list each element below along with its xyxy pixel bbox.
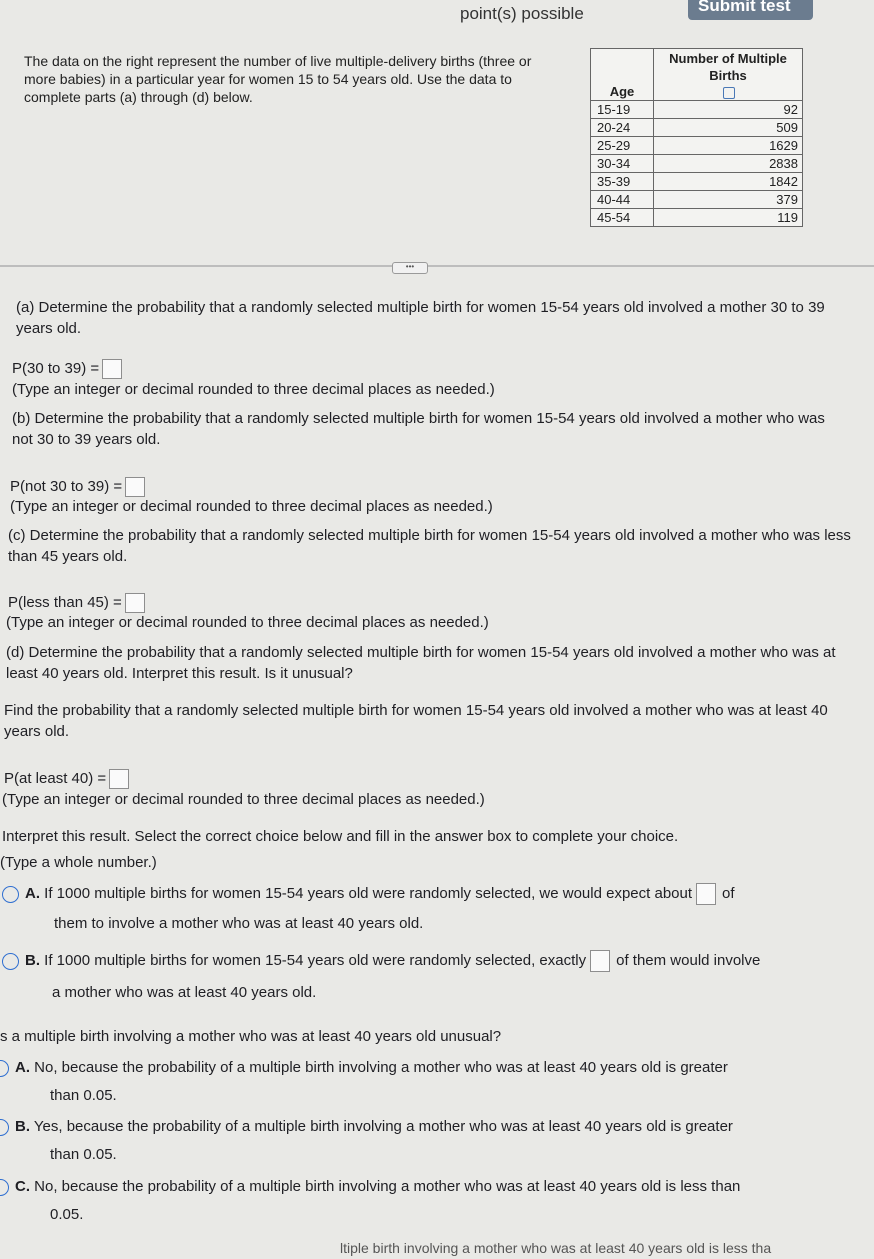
radio-icon[interactable] xyxy=(0,1179,9,1196)
unusual-question: s a multiple birth involving a mother who was at least 40 years old unusual? xyxy=(0,1028,502,1045)
radio-icon[interactable] xyxy=(0,1119,9,1136)
births-cell: 119 xyxy=(654,209,803,227)
interpret-choice-a[interactable]: A. If 1000 multiple births for women 15-54 years old were randomly selected, we would expect about of xyxy=(2,883,870,905)
births-cell: 1842 xyxy=(654,173,803,191)
part-c-question: (c) Determine the probability that a randomly selected multiple birth for women 15-54 years old involved a mother who was less than 45 years old. xyxy=(8,527,851,565)
part-c-hint: (Type an integer or decimal rounded to three decimal places as needed.) xyxy=(6,614,489,631)
births-cell: 509 xyxy=(654,119,803,137)
part-b-question: (b) Determine the probability that a randomly selected multiple birth for women 15-54 years old involved a mother who was not 30 to 39 years old. xyxy=(12,410,825,448)
age-cell: 45-54 xyxy=(591,209,654,227)
unusual-choice-b[interactable]: B. Yes, because the probability of a multiple birth involving a mother who was at least 40 years old is greater xyxy=(0,1116,874,1137)
table-header-row xyxy=(591,49,803,101)
copy-data-icon[interactable] xyxy=(723,87,735,99)
table-row xyxy=(591,209,803,227)
unusual-choice-a[interactable]: A. No, because the probability of a multiple birth involving a mother who was at least 40 years old is greater xyxy=(0,1057,874,1078)
births-cell: 92 xyxy=(654,101,803,119)
interpret-choice-b[interactable]: B. If 1000 multiple births for women 15-54 years old were randomly selected, exactly of them would involve xyxy=(2,950,874,972)
interpret-choice-b-cont: a mother who was at least 40 years old. xyxy=(52,984,317,1001)
radio-icon[interactable] xyxy=(2,953,19,970)
col-births-header: Number of Multiple Births xyxy=(654,49,803,101)
births-cell: 379 xyxy=(654,191,803,209)
births-cell: 2838 xyxy=(654,155,803,173)
age-cell: 35-39 xyxy=(591,173,654,191)
interpret-choice-a-cont: them to involve a mother who was at least 40 years old. xyxy=(54,915,424,932)
data-table xyxy=(590,48,803,227)
part-d-question: (d) Determine the probability that a randomly selected multiple birth for women 15-54 years old involved a mother who was at least 40 years old. Interpret this result. Is it unusual? xyxy=(6,644,836,682)
table-row xyxy=(591,155,803,173)
unusual-choice-d-partial: ltiple birth involving a mother who was at least 40 years old is less tha xyxy=(340,1240,772,1256)
age-cell: 30-34 xyxy=(591,155,654,173)
age-cell: 40-44 xyxy=(591,191,654,209)
col-age-header: Age xyxy=(591,49,654,101)
radio-icon[interactable] xyxy=(0,1060,9,1077)
age-cell: 25-29 xyxy=(591,137,654,155)
part-b-label: P(not 30 to 39) = xyxy=(10,478,123,495)
part-d-label: P(at least 40) = xyxy=(4,770,107,787)
part-a-hint: (Type an integer or decimal rounded to three decimal places as needed.) xyxy=(12,381,495,398)
age-cell: 20-24 xyxy=(591,119,654,137)
choice-a-answer-input[interactable] xyxy=(696,883,716,905)
part-d-hint: (Type an integer or decimal rounded to three decimal places as needed.) xyxy=(2,791,485,808)
points-possible: point(s) possible xyxy=(460,4,584,23)
births-cell: 1629 xyxy=(654,137,803,155)
table-row xyxy=(591,173,803,191)
interpret-instruction: Interpret this result. Select the correct choice below and fill in the answer box to complete your choice. xyxy=(2,828,679,845)
intro-text: The data on the right represent the number of live multiple-delivery births (three or more babies) in a particular year for women 15 to 54 years old. Use the data to complete parts (a) through (d) below. xyxy=(24,53,532,105)
part-d-find: Find the probability that a randomly selected multiple birth for women 15-54 years old involved a mother who was at least 40 years old. xyxy=(4,702,828,740)
part-a-answer-input[interactable] xyxy=(102,359,122,379)
part-b-answer-input[interactable] xyxy=(125,477,145,497)
choice-b-answer-input[interactable] xyxy=(590,950,610,972)
radio-icon[interactable] xyxy=(2,886,19,903)
table-row xyxy=(591,101,803,119)
more-button[interactable]: ••• xyxy=(392,262,428,274)
part-a-answer-row xyxy=(12,358,122,379)
part-c-label: P(less than 45) = xyxy=(8,594,122,611)
part-a-label: P(30 to 39) = xyxy=(12,360,100,377)
submit-test-button[interactable]: Submit test xyxy=(688,0,813,20)
table-row xyxy=(591,137,803,155)
table-row xyxy=(591,191,803,209)
age-cell: 15-19 xyxy=(591,101,654,119)
part-d-answer-input[interactable] xyxy=(109,769,129,789)
unusual-choice-c[interactable]: C. No, because the probability of a multiple birth involving a mother who was at least 40 years old is less than xyxy=(0,1176,874,1197)
section-divider xyxy=(0,265,874,267)
unusual-choice-c-cont: 0.05. xyxy=(50,1206,84,1223)
part-a-question-text: (a) Determine the probability that a randomly selected multiple birth for women 15-54 years old involved a mother 30 to 39 years old. xyxy=(16,299,825,337)
part-b-answer-row xyxy=(10,476,145,497)
interpret-hint: (Type a whole number.) xyxy=(0,854,157,871)
part-b-hint: (Type an integer or decimal rounded to three decimal places as needed.) xyxy=(10,498,493,515)
unusual-choice-a-cont: than 0.05. xyxy=(50,1087,117,1104)
part-c-answer-row xyxy=(8,592,145,613)
table-row xyxy=(591,119,803,137)
part-d-answer-row xyxy=(4,768,129,789)
part-c-answer-input[interactable] xyxy=(125,593,145,613)
unusual-choice-b-cont: than 0.05. xyxy=(50,1146,117,1163)
